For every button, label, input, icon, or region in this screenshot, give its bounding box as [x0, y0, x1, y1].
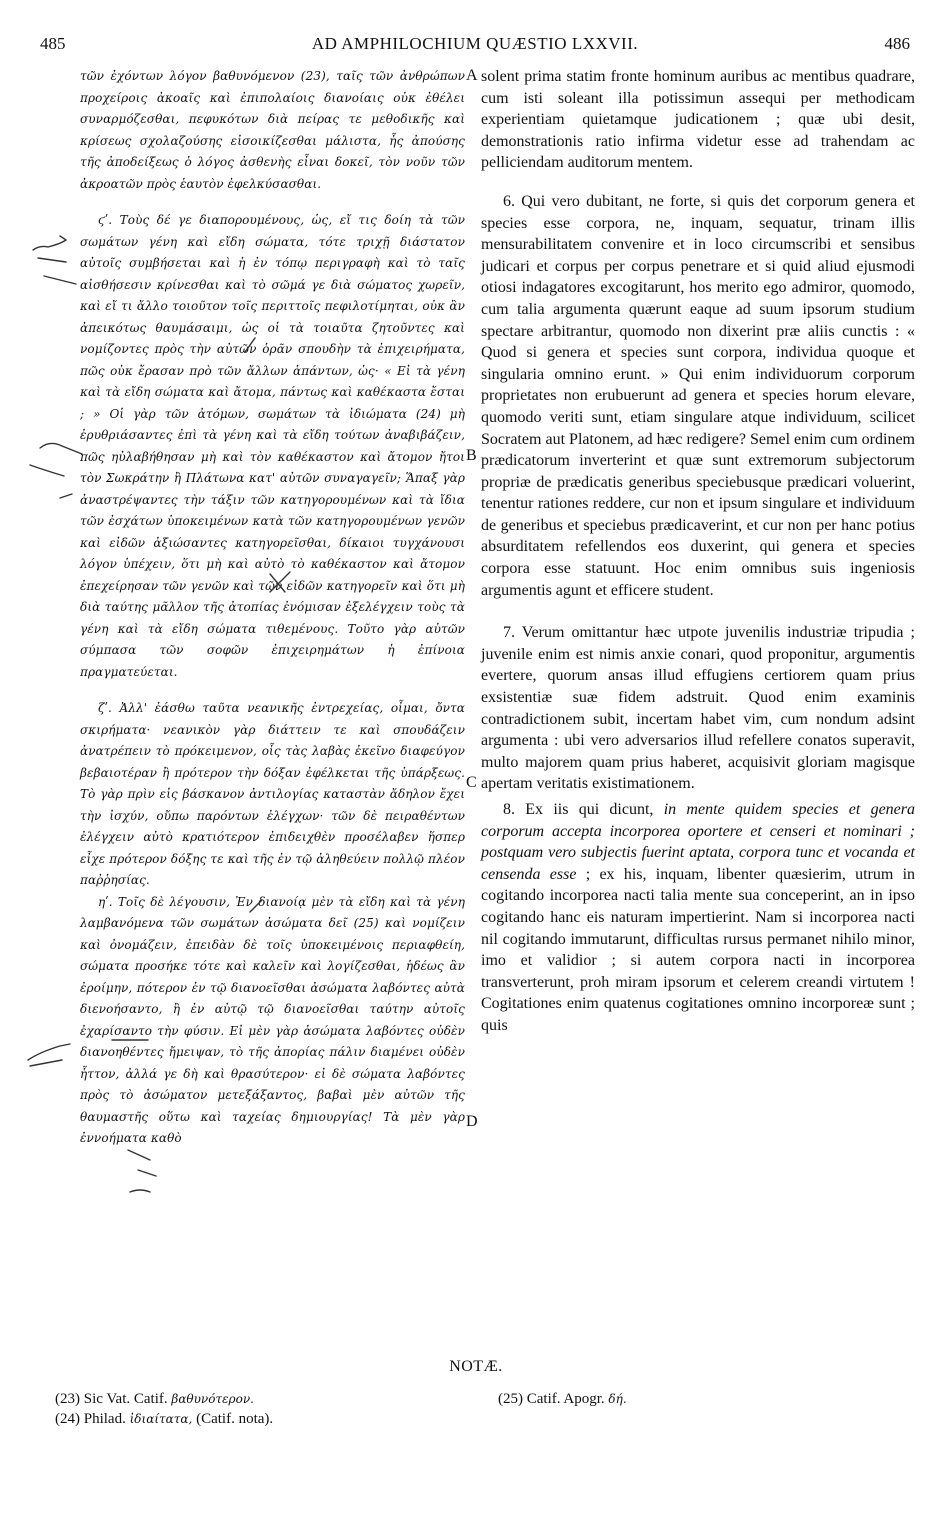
note-24: [55, 1409, 455, 1429]
greek-column: [80, 66, 465, 1150]
notes-left: [55, 1389, 455, 1429]
pen-stroke: [138, 1170, 156, 1176]
pen-stroke: [44, 276, 76, 284]
note-23-text: (23) Sic Vat. Catif.: [55, 1391, 172, 1407]
pen-stroke: [60, 236, 66, 240]
notes-right: [498, 1389, 918, 1409]
pen-stroke: [130, 1190, 150, 1192]
note-23-greek: βαθυνότερον.: [171, 1392, 254, 1406]
note-23: [55, 1389, 455, 1409]
page-header: [40, 34, 910, 58]
latin-p8-rest: ; ex his, inquam, libenter quæsierim, utrum in cogitando incorporea nacti talia mente sua conceperint, an in ipso cogitando hanc eis naturam impertierint. Nam si incorporea nacti nil cogitando immutarunt, difficultas rursus permanet nihilo minor, imo et validior ; si autem corpora nacti in incorporea transverterunt, proh miram ipsorum et celerem creandi virtutem ! Cogitationes enim quatenus cogitationes omnino incorporeæ sunt ; quis: [481, 865, 916, 1034]
latin-paragraph-7: 7. Verum omittantur hæc utpote juvenilis industriæ tripudia ; juvenile enim est nimis anxie conari, quod proponitur, argumentis evertere, quorum ansas illud effugiens certiorem quam prius exsistentiæ suæ fidem adstruit. Quod enim examinis contradictionem subit, incertam habet vim, cum nondum adsint argumenta : ubi vero adversarios illud refellere conatos superavit, multo majorem quam prius haberet, acquisivit gloriam magisque apertam veritatis existimationem.: [481, 624, 915, 793]
pen-stroke: [33, 240, 66, 250]
note-25-greek: δή.: [608, 1392, 627, 1406]
running-title: AD AMPHILOCHIUM QUÆSTIO LXXVII.: [311, 34, 639, 53]
greek-paragraph-6: ϛʹ. Τοὺς δέ γε διαπορουμένους, ὡς, εἴ τις δοίη τὰ τῶν σωμάτων γένη καὶ εἴδη σώματα, τότε τριχῇ διάστατον αὐτοῖς συμβήσεται καὶ ἡ ἐν τόπῳ περιγραφὴ καὶ τὸ ταῖς αἰσθήσεσιν κρίνεσθαι καὶ τὸ σῶμά γε διὰ σώματος χωρεῖν, καὶ εἴ τι ἄλλο τοιοῦτον τοῖς περιττοῖς πεφιλοτίμηται, οὐκ ἂν ἀπεικότως θαυμάσαιμι, ὡς οἱ τὰ τοιαῦτα ζητοῦντες καὶ νομίζοντες πρὸς τὴν αὐτῶν ὁρᾶν σπουδὴν τὰ ἐπιχειρήματα, πῶς οὐκ ἔρασαν πρὸ τῶν ἄλλων ἁπάντων, ὡς· « Εἰ τὰ γένη καὶ τὰ εἴδη σώματα καὶ ἄτομα, πάντως καὶ καθέκαστα ἔσται ; » Οἱ γὰρ τῶν ἀτόμων, σωμάτων τὰ ἰδιώματα (24) μὴ ἐρυθριάσαντες ἐπὶ τὰ γένη καὶ τὰ εἴδη τούτων ἀναβιβάζειν, πῶς ηὐλαβήθησαν μὴ καὶ τὸν καθέκαστον καὶ ἄτομον ἤτοι τὸν Σωκράτην ἢ Πλάτωνα κατ' αὐτῶν συναγαγεῖν; Ἅπαξ γὰρ ἀναστρέψαντες τὴν τάξιν τῶν κατηγορουμένων καὶ τὰ ἴδια τῶν ἐσχάτων ὑποκειμένων κατὰ τῶν κατηγορουμένων γενῶν καὶ εἰδῶν ἀξιώσαντες κατηγορεῖσθαι, δίκαιοι τυγχάνουσι λόγον ὑπέχειν, ὅτι μὴ καὶ αὐτὸ τὸ καθέκαστον καὶ ἄτομον ἐπεχείρησαν τῶν γενῶν καὶ τῶν εἰδῶν κατηγορεῖν καὶ ὅτι μὴ διὰ ταύτης μᾶλλον τῆς ἀτοπίας ἐνόμισαν ἐξελέγχειν τοὺς τὰ γένη καὶ τὰ εἴδη σώματα τιθεμένους. Τοῦτο γὰρ αὐτῶν σύμπασα τῶν σοφῶν ἐπιχειρημάτων ἡ ἐπίνοια πραγματεύεται.: [80, 213, 465, 679]
latin-paragraph-continuation: solent prima statim fronte hominum auribus ac mentibus quadrare, cum isti soleant illa potissimun assequi per methodicam experientiam quietamque judicationem ; quæ ubi desit, demonstrationis ratio infirma videtur esse ad trahendam ac pelliciendam auditorum mentem.: [481, 68, 915, 172]
margin-marker-d: D: [466, 1113, 478, 1130]
page-number-left: 485: [40, 34, 66, 53]
pen-stroke: [60, 494, 72, 498]
pen-stroke: [28, 1044, 70, 1060]
latin-paragraph-6: 6. Qui vero dubitant, ne forte, si quis det corporum genera et species esse corpora, ne, inquam, sequatur, trinam illis mensurabilitatem convenire et in loco circumscribi et sensibus judicari et corpus per corpus penetrare et si quid aliud ejusmodi otiosi indagatores excogitarunt, hos merito ego admiror, quomodo, cum talia argumenta quærunt eaque ad suum ipsorum studium spectare arbitrantur, quomodo non dixerint præ aliis cunctis : « Quod si genera et species sunt corpora, individua quoque et singularia omnino erunt. » Qui enim individuorum corporum proprietates non erubuerunt ad genera et species horum elevare, quomodo veriti sunt, etiam singulare atque individuum, scilicet Socratem aut Platonem, ad hæc redigere? Semel enim cum ordinem prædicatorum inverterint et quæ sunt extremorum subjectorum propriæ de prædicatis generibus speciebusque prædicari voluerint, tenentur rationes reddere, cur non et ipsum singulare et individuum de generibus et speciebus prædicaverint, et cur non per hanc potius absurditatem refellendos eos duxerint, qui genera et species corpora esse statuunt. Hoc enim omnibus suis ingeniosis argumentis agunt et efficere student.: [481, 192, 915, 599]
greek-paragraph-8: ηʹ. Τοῖς δὲ λέγουσιν, Ἐν διανοίᾳ μὲν τὰ εἴδη καὶ τὰ γένη λαμβανόμενα τῶν σωμάτων ἀσώματα δεῖ (25) καὶ νομίζειν καὶ ὀνομάζειν, ἐπειδὰν δὲ τοῖς ὑποκειμένοις περιαφθείη, σώματα προσήκε τότε καὶ καλεῖν καὶ λογίζεσθαι, ἡδέως ἂν ἐροίμην, πότερον ἐν τῷ διανοεῖσθαι ἀσώματα λαβόντες αὐτὰ διενοήσαντο, ἢ ἐν αὐτῷ τῷ διανοεῖσθαι ταύτην αὐτοῖς ἐχαρίσαντο τὴν φύσιν. Εἰ μὲν γὰρ ἀσώματα λαβόντες οὐδὲν διανοηθέντες ἤμειψαν, τὸ τῆς ἀπορίας πάλιν διαμένει οὐδὲν ἧττον, ἀλλά γε δὴ καὶ θρασύτερον· εἰ δὲ σώματα λαβόντες πρὸς τὸ ἀσώματον μετεξάξαντος, βαβαὶ μὲν αὐτῶν τῆς θαυμαστῆς οὕτω καὶ ταχείας δημιουργίας! Τὰ μὲν γὰρ ἐννοήματα καθὸ: [80, 894, 465, 1145]
greek-paragraph-continuation: τῶν ἐχόντων λόγον βαθυνόμενον (23), ταῖς τῶν ἀνθρώπων προχείροις ἀκοαῖς καὶ ἐπιπολαίοις διανοίαις οὐκ ἐθέλει συναρμόζεσθαι, πεφυκότων διὰ πείρας τε μεθοδικῆς καὶ κρίσεως σχολαζούσης εἰσοικίζεσθαι μάλιστα, ἧς ἀπούσης τῆς ἀποδείξεως ὁ λόγος ἀσθενὴς εἶναι δοκεῖ, τὸν νοῦν τῶν ἀκροατῶν πρὸς ἑαυτὸν ἐφελκύσασθαι.: [80, 69, 465, 191]
greek-paragraph-7: ζʹ. Ἀλλ' ἐάσθω ταῦτα νεανικῆς ἐντρεχείας, οἶμαι, ὄντα σκιρήματα· νεανικὸν γὰρ διάττειν τε καὶ σπουδάζειν ἀνατρέπειν τὸ πρόκειμενον, οἷς τὰς λαβὰς ἐκεῖνο διαφεύγον βεβαιοτέραν ἢ πρότερον τὴν δόξαν ἐφέλκεται τῆς ὑπάρξεως. Τὸ γὰρ πρὶν εἰς βάσκανον ἀντιλογίας καταστὰν ἄδηλον ἔχει τὴν ἰσχύν, οὔπω παρόντων ἐλέγχων· τῶν δὲ πειραθέντων ἐλέγχειν αὐτὸ κρατιότερον ἐπιδειχθὲν προσέλαβεν ἥσπερ εἶχε πρότερον δόξης τε καὶ τῆς ἐν τῷ ἀληθεύειν πολλῷ πλέον παῤῥησίας.: [80, 701, 465, 887]
page-number-right: 486: [884, 34, 910, 53]
pen-stroke: [40, 443, 82, 454]
latin-p8-start: 8. Ex iis qui dicunt,: [503, 801, 664, 818]
pen-stroke: [30, 1060, 62, 1066]
note-25: [498, 1389, 918, 1409]
note-24-tail: (Catif. nota).: [192, 1411, 274, 1427]
note-24-greek: ἰδιαίτατα,: [129, 1412, 193, 1426]
notes-heading: NOTÆ.: [449, 1358, 503, 1375]
pen-stroke: [128, 1150, 150, 1160]
latin-p8-italic-quote: in mente quidem species et genera corporum accepta incorporea oportere et censeri et nominari ; postquam vero subjectis fuerint aptata, corpora tunc et vocanda et censenda esse: [481, 801, 915, 883]
margin-marker-c: C: [466, 774, 477, 791]
pen-stroke: [30, 465, 64, 476]
latin-column: [481, 66, 915, 1037]
note-25-text: (25) Catif. Apogr.: [498, 1391, 609, 1407]
margin-marker-a: A: [466, 67, 478, 84]
note-24-text: (24) Philad.: [55, 1411, 130, 1427]
pen-stroke: [38, 258, 66, 262]
latin-paragraph-8: [481, 799, 915, 1037]
margin-marker-b: B: [466, 447, 477, 464]
